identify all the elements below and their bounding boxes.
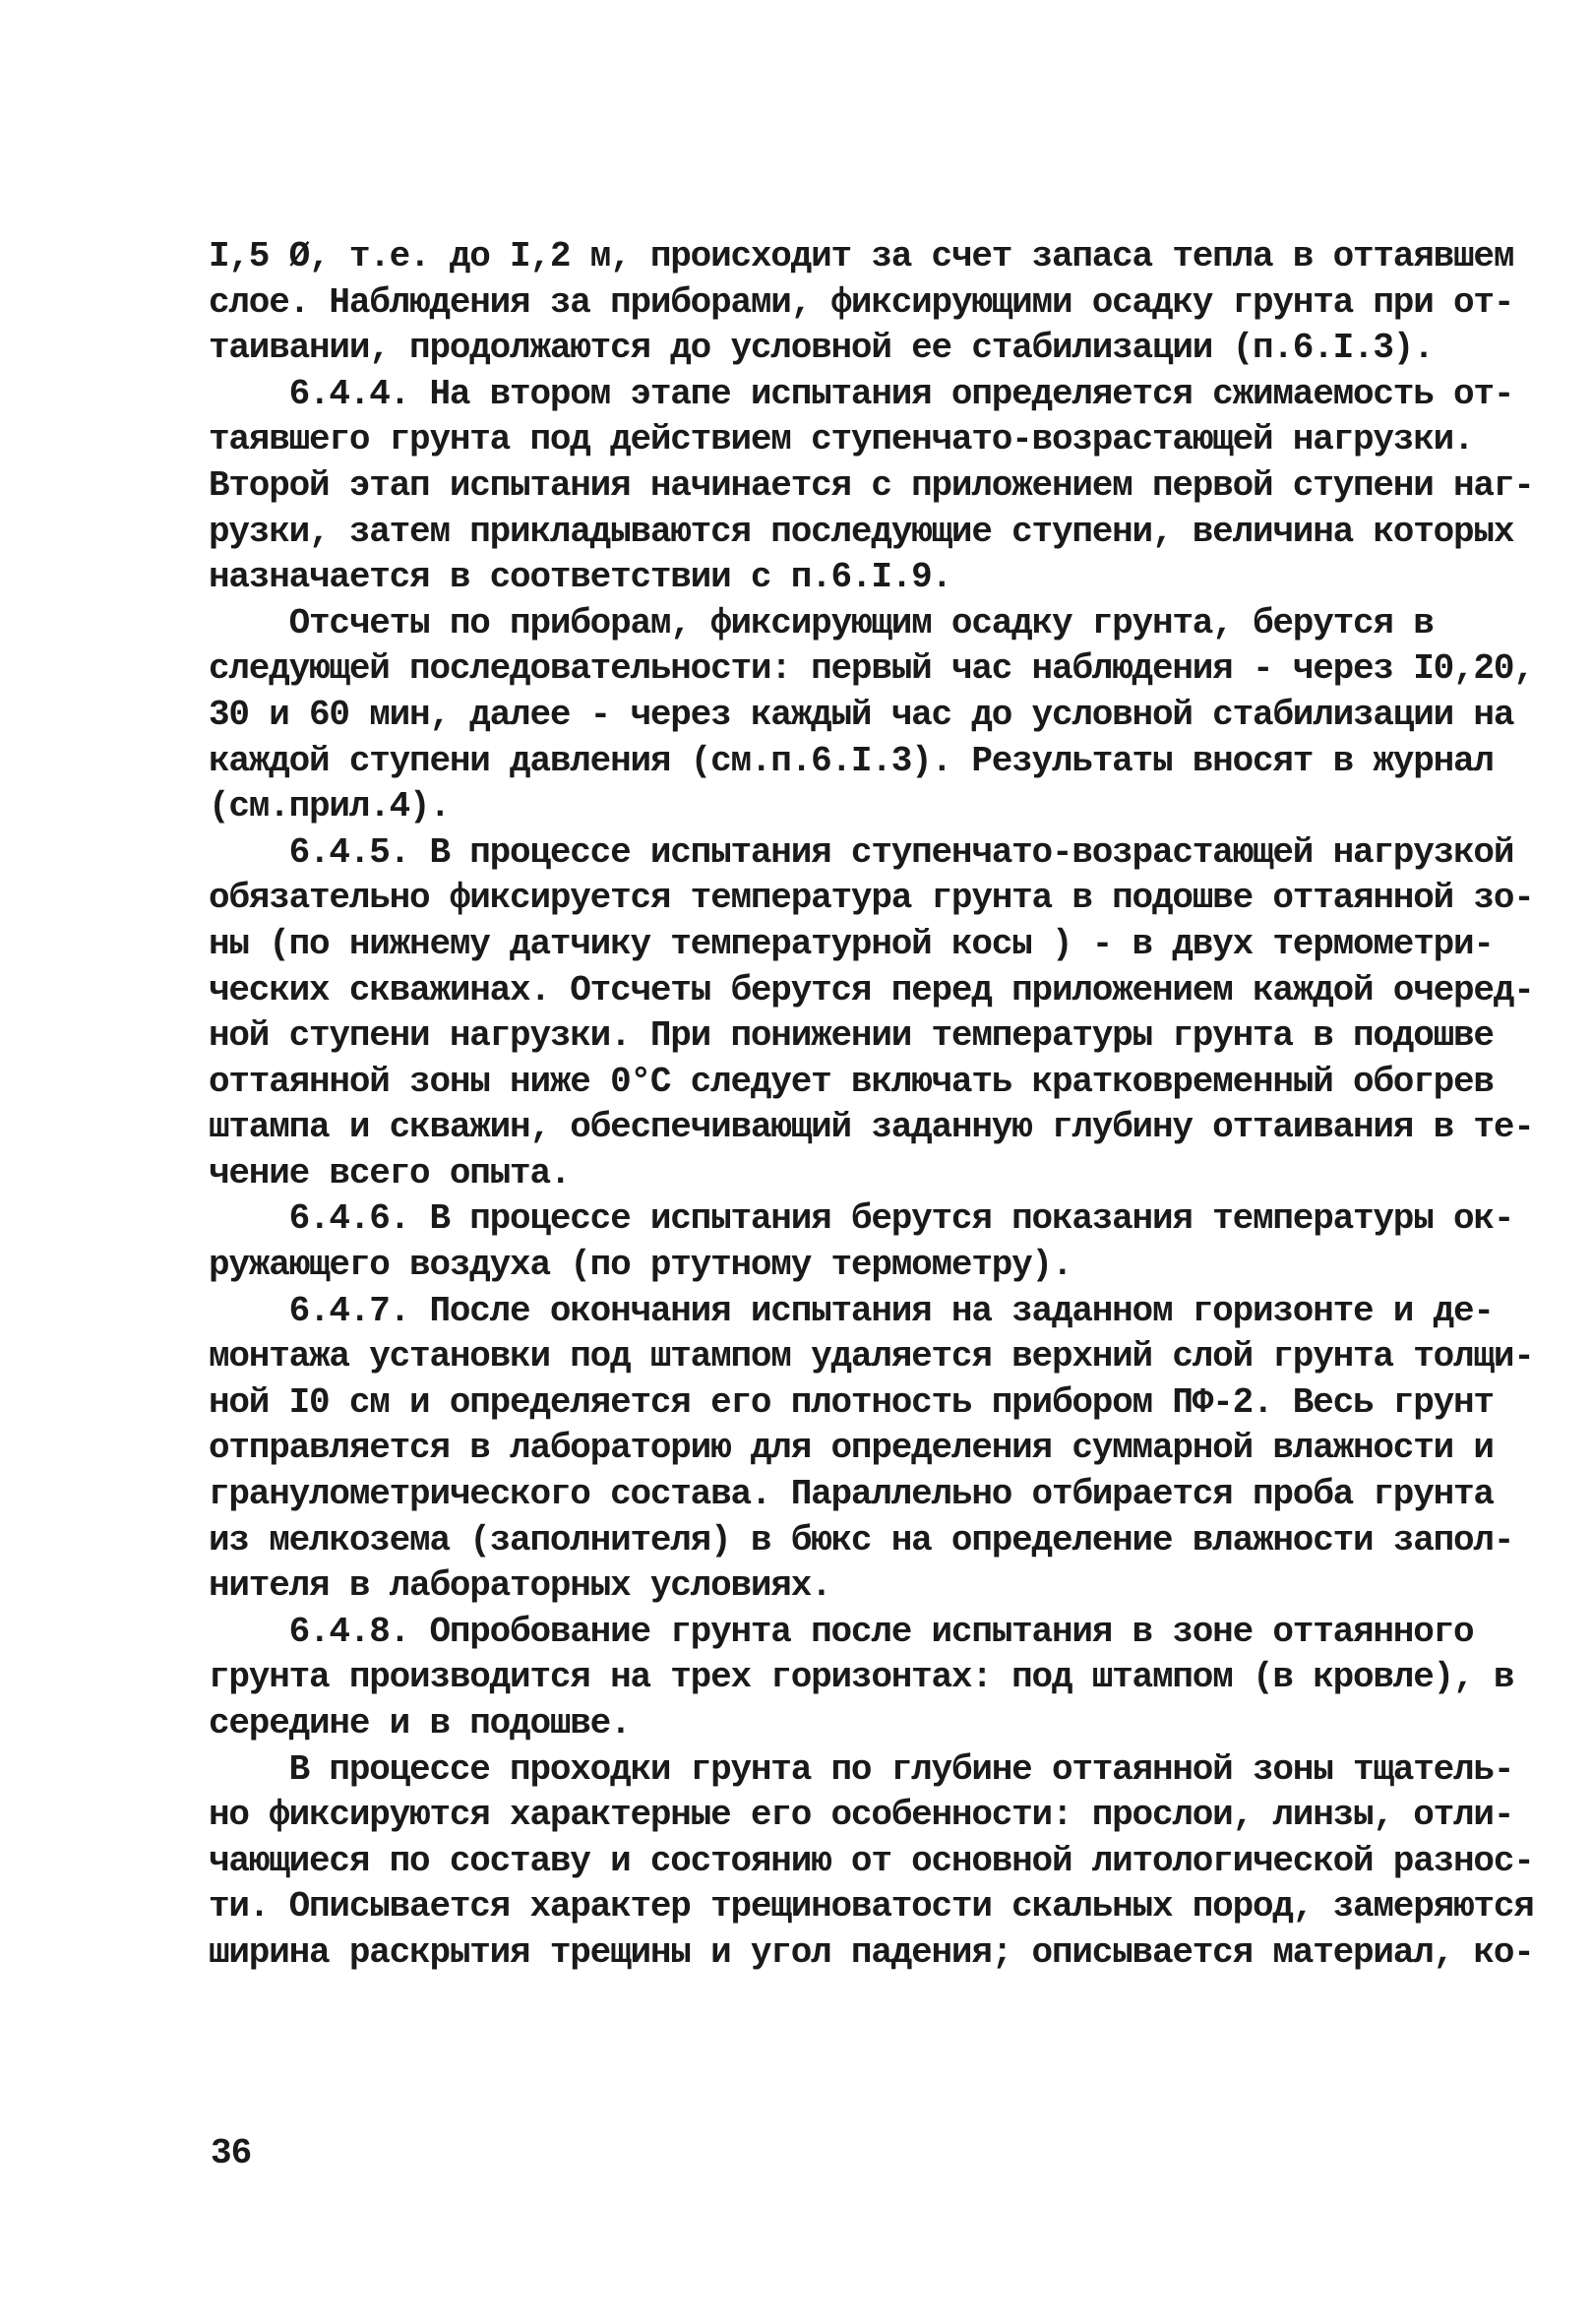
text-line: ной ступени нагрузки. При понижении температуры грунта в подошве [209,1015,1494,1057]
text-line: рузки, затем прикладываются последующие ступени, величина которых [209,511,1514,552]
text-line: ружающего воздуха (по ртутному термометру). [209,1245,1072,1286]
text-line: 6.4.7. После окончания испытания на заданном горизонте и де- [209,1290,1494,1331]
text-line: Второй этап испытания начинается с приложением первой ступени наг- [209,464,1534,506]
text-line: штампа и скважин, обеспечивающий заданную глубину оттаивания в те- [209,1107,1534,1148]
text-line: 6.4.5. В процессе испытания ступенчато-возрастающей нагрузкой [209,831,1514,873]
text-line: В процессе проходки грунта по глубине оттаянной зоны тщатель- [209,1748,1514,1790]
text-line: середине и в подошве. [209,1703,631,1743]
text-line: I,5 Ø, т.е. до I,2 м, происходит за счет запаса тепла в оттаявшем [209,236,1514,276]
text-line: оттаянной зоны ниже 0°С следует включать кратковременный обогрев [209,1061,1494,1102]
text-line: таивании, продолжаются до условной ее стабилизации (п.6.I.3). [209,328,1434,369]
text-line: 6.4.8. Опробование грунта после испытания в зоне оттаянного [209,1611,1474,1652]
text-line: 6.4.6. В процессе испытания берутся показания температуры ок- [209,1198,1514,1240]
text-line: ной I0 см и определяется его плотность прибором ПФ-2. Весь грунт [209,1381,1494,1423]
page-number: 36 [211,2133,252,2173]
text-line: из мелкозема (заполнителя) в бюкс на определение влажности запол- [209,1519,1514,1560]
text-line: ширина раскрытия трещины и угол падения; описывается материал, ко- [209,1931,1534,1973]
text-line: ти. Описывается характер трещиноватости скальных пород, замеряются [209,1886,1534,1927]
text-line: Отсчеты по приборам, фиксирующим осадку грунта, берутся в [209,602,1434,643]
text-line: гранулометрического состава. Параллельно отбирается проба грунта [209,1474,1494,1515]
text-line: грунта производится на трех горизонтах: под штампом (в кровле), в [209,1657,1514,1698]
text-line: монтажа установки под штампом удаляется верхний слой грунта толщи- [209,1336,1534,1377]
text-line: (см.прил.4). [209,786,450,827]
text-line: нителя в лабораторных условиях. [209,1565,831,1607]
text-line: слое. Наблюдения за приборами, фиксирующими осадку грунта при от- [209,281,1514,323]
text-line: чающиеся по составу и состоянию от основной литологической разнос- [209,1840,1534,1881]
text-line: но фиксируются характерные его особенности: прослои, линзы, отли- [209,1795,1514,1836]
text-line: чение всего опыта. [209,1152,571,1193]
text-line: ческих скважинах. Отсчеты берутся перед приложением каждой очеред- [209,969,1534,1010]
text-line: таявшего грунта под действием ступенчато-возрастающей нагрузки. [209,419,1474,460]
text-line: 6.4.4. На втором этапе испытания определяется сжимаемость от- [209,373,1514,414]
text-line: следующей последовательности: первый час наблюдения - через I0,20, [209,648,1534,690]
text-line: назначается в соответствии с п.6.I.9. [209,557,951,598]
text-line: 30 и 60 мин, далее - через каждый час до условной стабилизации на [209,694,1514,735]
text-line: ны (по нижнему датчику температурной косы ) - в двух термометри- [209,923,1494,964]
text-line: отправляется в лабораторию для определения суммарной влажности и [209,1428,1494,1469]
document-body [209,234,1534,1977]
text-line: обязательно фиксируется температура грунта в подошве оттаянной зо- [209,878,1534,919]
text-line: каждой ступени давления (см.п.6.I.3). Результаты вносят в журнал [209,740,1494,781]
